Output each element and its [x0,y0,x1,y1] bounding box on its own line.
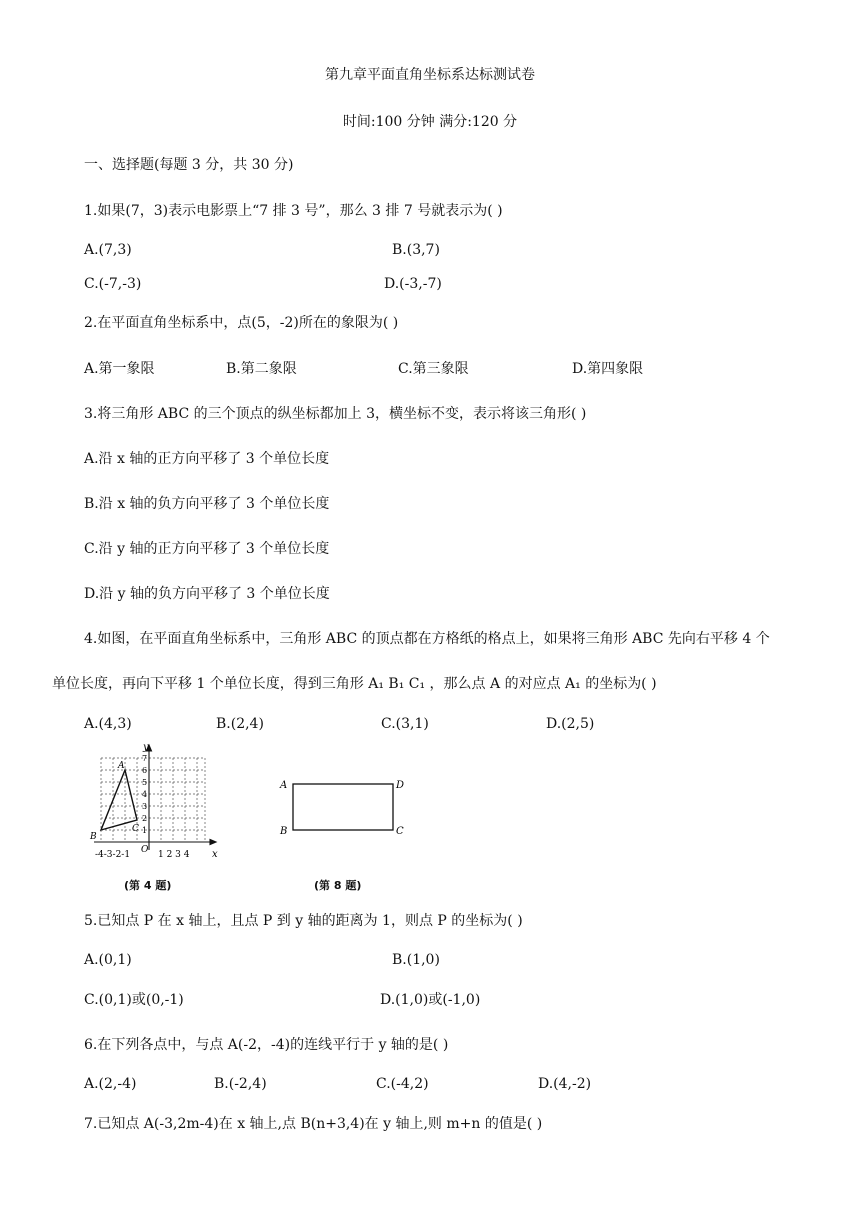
q4-stem-line1: 4.如图，在平面直角坐标系中，三角形 ABC 的顶点都在方格纸的格点上，如果将三角形 ABC 先向右平移 4 个 [84,631,770,647]
vertex-label-b: B [90,832,97,842]
y-tick-5: 5 [142,778,148,787]
q4-option-a: A.(4,3) [84,716,132,732]
corner-label-b: B [280,826,288,837]
figure-q8-caption: (第 8 题) [314,879,362,892]
x-axis-label: x [212,849,218,860]
q4-option-d: D.(2,5) [546,716,595,732]
q2-option-c: C.第三象限 [398,361,469,377]
figure-q4-grid [84,740,224,870]
y-tick-4: 4 [142,790,148,799]
q5-option-c: C.(0,1)或(0,-1) [84,992,184,1008]
y-tick-2: 2 [142,814,148,823]
q2-stem: 2.在平面直角坐标系中，点(5，-2)所在的象限为( ) [84,315,399,331]
y-tick-1: 1 [142,826,148,835]
q1-option-a: A.(7,3) [84,242,132,258]
q2-option-d: D.第四象限 [572,361,644,377]
q1-option-c: C.(-7,-3) [84,276,142,292]
q1-stem: 1.如果(7，3)表示电影票上“7 排 3 号”，那么 3 排 7 号就表示为( ) [84,203,503,219]
section-heading: 一、选择题(每题 3 分，共 30 分) [84,157,294,173]
q5-option-d: D.(1,0)或(-1,0) [380,992,481,1008]
q5-option-b: B.(1,0) [392,952,440,968]
q3-option-d: D.沿 y 轴的负方向平移了 3 个单位长度 [84,586,330,602]
x-ticks-positive: 1 2 3 4 [158,850,190,860]
q4-stem-line2: 单位长度，再向下平移 1 个单位长度，得到三角形 A₁ B₁ C₁ ，那么点 A 的对应点 A₁ 的坐标为( ) [52,676,657,692]
q6-stem: 6.在下列各点中，与点 A(-2，-4)的连线平行于 y 轴的是( ) [84,1037,449,1053]
q3-stem: 3.将三角形 ABC 的三个顶点的纵坐标都加上 3，横坐标不变，表示将该三角形( ) [84,406,587,422]
corner-label-c: C [396,826,404,837]
y-tick-6: 6 [142,766,148,775]
origin-label: O [141,845,149,855]
q6-option-c: C.(-4,2) [376,1076,429,1092]
y-tick-7: 7 [142,754,148,763]
q5-option-a: A.(0,1) [84,952,132,968]
rectangle-abcd [293,784,393,830]
triangle-abc [101,770,137,830]
q3-option-b: B.沿 x 轴的负方向平移了 3 个单位长度 [84,496,330,512]
q3-option-c: C.沿 y 轴的正方向平移了 3 个单位长度 [84,541,330,557]
q4-option-c: C.(3,1) [381,716,429,732]
q6-option-a: A.(2,-4) [84,1076,137,1092]
axes [94,745,216,850]
q7-stem: 7.已知点 A(-3,2m-4)在 x 轴上,点 B(n+3,4)在 y 轴上,则 m+n 的值是( ) [84,1116,543,1132]
page-title: 第九章平面直角坐标系达标测试卷 [325,67,535,83]
q3-option-a: A.沿 x 轴的正方向平移了 3 个单位长度 [84,451,330,467]
q4-option-b: B.(2,4) [216,716,264,732]
q1-option-d: D.(-3,-7) [384,276,442,292]
figure-q4-caption: (第 4 题) [124,879,172,892]
vertex-label-a: A [118,761,125,771]
corner-label-d: D [396,780,405,791]
vertex-label-c: C [132,824,139,834]
figure-q8-rectangle [276,768,416,843]
corner-label-a: A [280,780,288,791]
q5-stem: 5.已知点 P 在 x 轴上，且点 P 到 y 轴的距离为 1，则点 P 的坐标为( ) [84,913,523,929]
q2-option-a: A.第一象限 [84,361,155,377]
q2-option-b: B.第二象限 [226,361,297,377]
q6-option-d: D.(4,-2) [538,1076,592,1092]
x-ticks-negative: -4-3-2-1 [95,850,131,860]
q6-option-b: B.(-2,4) [214,1076,267,1092]
grid-lines [101,758,205,842]
exam-info: 时间:100 分钟 满分:120 分 [342,114,518,130]
y-tick-3: 3 [142,802,148,811]
y-axis-label: y [143,742,149,753]
q1-option-b: B.(3,7) [392,242,440,258]
